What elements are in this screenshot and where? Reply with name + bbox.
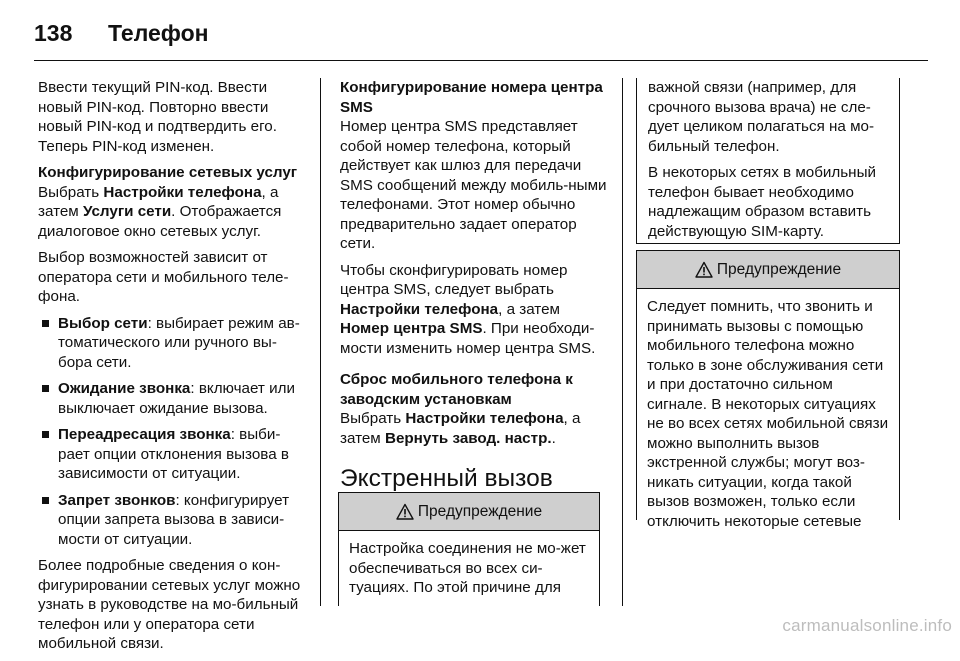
sms-config-paragraph: Чтобы сконфигурировать номер центра SMS, следует выбрать Настройки телефона, а затем Номер центра SMS. При необходи-мости изменить номер центра SMS. [340,261,596,357]
list-item: Ожидание звонка: включает или выключает ожидание вызова. [38,379,306,418]
warning-triangle-icon [396,503,414,521]
warning-header [339,493,599,531]
watermark: carmanualsonline.info [782,616,952,635]
emergency-call-heading: Экстренный вызов [340,465,553,492]
list-item: Запрет звонков: конфигурирует опции запрета вызова в зависи-мости от ситуации. [38,491,306,550]
more-info-paragraph: Более подробные сведения о кон-фигурировании сетевых услуг можно узнать в руководстве на мо-бильный телефон или у оператора сети мобильной связи. [38,557,301,652]
warning-box-1 [338,492,600,606]
network-services-paragraph: Выбрать Настройки телефона, а затем Услуги сети. Отображается диалоговое окно сетевых услуг. [38,183,282,240]
factory-reset-paragraph: Выбрать Настройки телефона, а затем Вернуть завод. настр.. [340,410,581,447]
warning-title: Предупреждение [716,260,842,278]
warning-box-2 [636,250,900,530]
column-2 [340,78,610,506]
bullet-square-icon [42,431,49,438]
warning-title: Предупреждение [417,502,543,520]
network-services-heading: Конфигурирование сетевых услуг [38,164,298,181]
warning-continuation-paragraph: важной связи (например, для срочного вызова врача) не сле-дует целиком полагаться на мо-бильный телефон. [648,79,875,155]
warning-triangle-icon [695,261,713,279]
page-header [34,20,209,50]
page-number: 138 [34,20,73,46]
list-item: Переадресация звонка: выби-рает опции отклонения вызова в зависимости от ситуации. [38,425,306,484]
column-divider-1 [320,78,321,606]
options-paragraph: Выбор возможностей зависит от оператора сети и мобильного теле-фона. [38,249,289,305]
sms-center-paragraph: Номер центра SMS представляет собой номер телефона, который действует как шлюз для передачи SMS сообщений между мобиль-ными телефонами. Этот номер обычно предварительно задает оператор сети. [340,118,607,252]
section-title: Телефон [108,20,209,46]
list-item: Выбор сети: выбирает режим ав-томатического или ручного вы-бора сети. [38,314,306,373]
warning-text: Следует помнить, что звонить и принимать вызовы с помощью мобильного телефона можно только в зоне обслуживания сети и при достаточно сильном сигнале. В некоторых ситуациях не во всех сетях мобильной связи можно выполнить вызов экстренной службы; могут воз-никать ситуации, когда такой вызов возможен, только если отключить некоторые сетевые [647,298,889,530]
header-divider [34,60,928,61]
sim-card-paragraph: В некоторых сетях в мобильный телефон бывает необходимо надлежащим образом вставить действующую SIM-карту. [648,164,876,240]
warning-header [637,251,899,289]
sms-center-heading: Конфигурирование номера центра SMS [340,79,603,116]
column-3-top [648,78,894,248]
column-divider-2 [622,78,623,606]
network-options-list [38,314,306,550]
column-1 [38,78,306,661]
bullet-square-icon [42,497,49,504]
pin-intro-paragraph: Ввести текущий PIN-код. Ввести новый PIN-код. Повторно ввести новый PIN-код и подтвердить его. Теперь PIN-код изменен. [38,79,277,155]
warning-text: Настройка соединения не мо-жет обеспечиваться во всех си-туациях. По этой причине для [349,540,586,596]
bullet-square-icon [42,320,49,327]
factory-reset-heading: Сброс мобильного телефона к заводским установкам [340,371,573,408]
bullet-square-icon [42,385,49,392]
